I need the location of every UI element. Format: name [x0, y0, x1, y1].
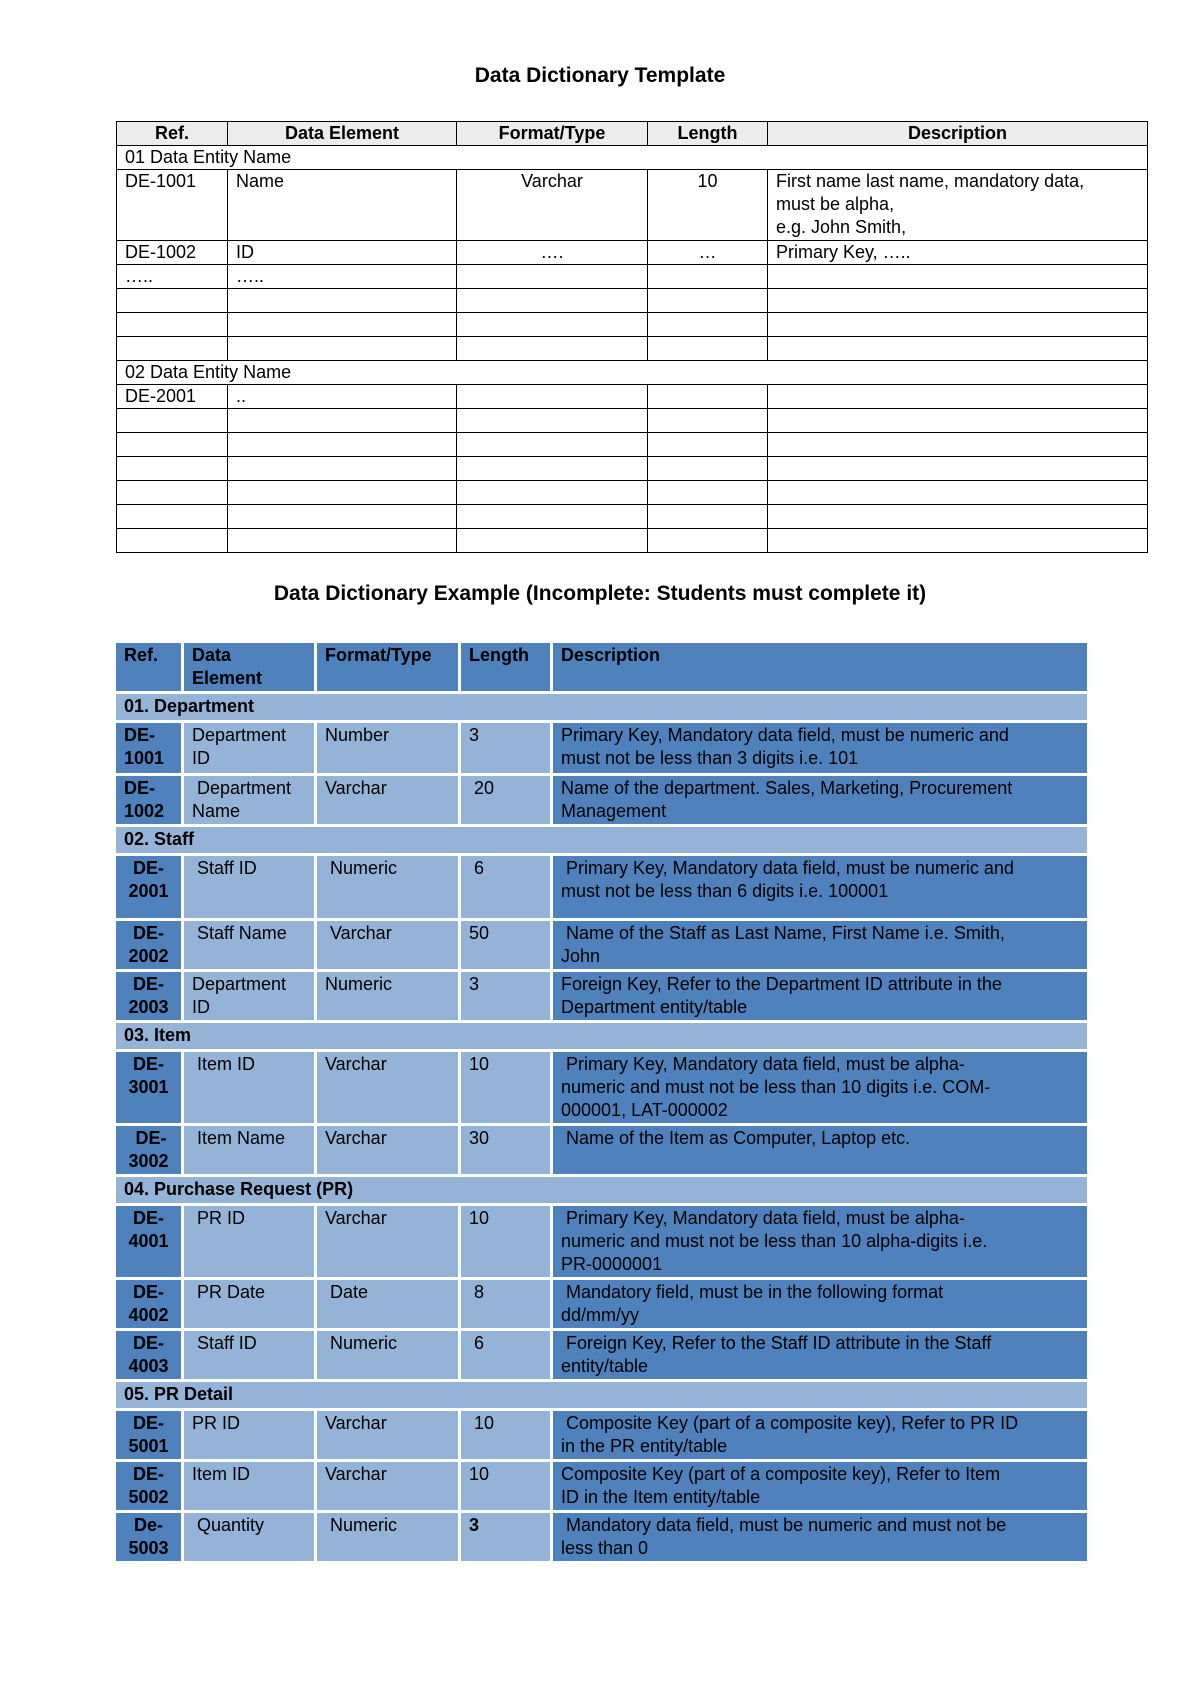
table-row — [117, 170, 1148, 241]
element-cell: ….. — [228, 265, 457, 289]
description-line: Primary Key, Mandatory data field, must be numeric and — [561, 858, 1014, 878]
ref-cell — [116, 776, 181, 824]
length-cell: 10 — [461, 1052, 550, 1123]
length-cell — [648, 289, 768, 313]
length-cell: 3 — [461, 1513, 550, 1561]
description-cell — [553, 1280, 1087, 1328]
ref-line: DE- — [133, 1464, 164, 1484]
element-line: Department — [192, 778, 292, 798]
element-line: Name — [192, 801, 241, 821]
length-cell: … — [648, 241, 768, 265]
header-format-type: Format/Type — [457, 122, 648, 146]
table-row — [116, 1206, 1087, 1277]
header-data-element: Data Element — [228, 122, 457, 146]
description-cell — [768, 457, 1148, 481]
format-cell: Varchar — [317, 1206, 458, 1277]
table-row — [116, 921, 1087, 969]
ref-line: DE- — [124, 725, 155, 745]
ref-cell — [116, 1331, 181, 1379]
ref-cell — [117, 289, 228, 313]
header-length: Length — [648, 122, 768, 146]
ref-cell: DE-1001 — [117, 170, 228, 241]
format-cell — [457, 481, 648, 505]
element-cell: Name — [228, 170, 457, 241]
element-cell: Staff ID — [184, 1331, 314, 1379]
section-label: 01. Department — [116, 694, 1087, 720]
length-cell: 10 — [648, 170, 768, 241]
format-cell: Numeric — [317, 856, 458, 918]
element-line: ID — [192, 997, 210, 1017]
element-cell: Item ID — [184, 1052, 314, 1123]
element-cell — [228, 313, 457, 337]
description-line: Composite Key (part of a composite key), Refer to Item — [561, 1464, 1001, 1484]
ref-line: 3001 — [128, 1077, 169, 1097]
element-cell — [228, 337, 457, 361]
ref-line: 1002 — [124, 801, 165, 821]
element-cell: PR Date — [184, 1280, 314, 1328]
description-cell — [768, 481, 1148, 505]
ref-cell: ….. — [117, 265, 228, 289]
description-line: dd/mm/yy — [561, 1305, 640, 1325]
ref-line: De- — [133, 1515, 163, 1535]
ref-cell — [117, 409, 228, 433]
element-cell — [228, 505, 457, 529]
ref-line: DE- — [133, 923, 164, 943]
ref-line: 1001 — [124, 748, 165, 768]
ref-cell — [116, 1052, 181, 1123]
format-cell — [457, 313, 648, 337]
header-ref: Ref. — [117, 122, 228, 146]
description-line: ID in the Item entity/table — [561, 1487, 761, 1507]
ref-line: 3002 — [128, 1151, 169, 1171]
template-header-row — [117, 122, 1148, 146]
description-line: must not be less than 6 digits i.e. 100001 — [561, 881, 889, 901]
template-section-row — [117, 361, 1148, 385]
description-line: numeric and must not be less than 10 alpha-digits i.e. — [561, 1231, 988, 1251]
ref-line: 4002 — [128, 1305, 169, 1325]
description-line: Name of the department. Sales, Marketing, Procurement — [561, 778, 1013, 798]
table-row — [116, 1513, 1087, 1561]
description-line: Department entity/table — [561, 997, 748, 1017]
header-data-element — [184, 643, 314, 691]
description-line: Foreign Key, Refer to the Department ID attribute in the — [561, 974, 1002, 994]
table-row — [116, 1126, 1087, 1174]
description-line: must not be less than 3 digits i.e. 101 — [561, 748, 859, 768]
format-cell — [457, 529, 648, 553]
description-cell — [768, 433, 1148, 457]
description-cell — [768, 265, 1148, 289]
format-cell: Numeric — [317, 1513, 458, 1561]
length-cell: 3 — [461, 972, 550, 1020]
description-cell — [553, 1206, 1087, 1277]
ref-cell — [116, 1126, 181, 1174]
description-cell — [768, 385, 1148, 409]
table-row — [116, 856, 1087, 918]
header-description: Description — [553, 643, 1087, 691]
description-cell — [553, 921, 1087, 969]
ref-line: 5003 — [128, 1538, 169, 1558]
template-title: Data Dictionary Template — [474, 64, 726, 87]
ref-line: DE- — [124, 778, 155, 798]
format-cell: Varchar — [317, 776, 458, 824]
description-cell — [553, 1513, 1087, 1561]
element-cell: PR ID — [184, 1206, 314, 1277]
format-cell: Varchar — [317, 1052, 458, 1123]
ref-line: DE- — [133, 1413, 164, 1433]
length-cell: 30 — [461, 1126, 550, 1174]
description-line: PR-0000001 — [561, 1254, 663, 1274]
format-cell: …. — [457, 241, 648, 265]
length-cell — [648, 433, 768, 457]
element-cell — [184, 776, 314, 824]
description-cell — [768, 505, 1148, 529]
format-cell — [457, 505, 648, 529]
table-row — [116, 1462, 1087, 1510]
ref-line: DE- — [133, 1208, 164, 1228]
ref-line: 2003 — [128, 997, 169, 1017]
description-cell — [768, 529, 1148, 553]
table-row — [117, 265, 1148, 289]
section-label: 02 Data Entity Name — [117, 361, 1148, 385]
section-row-purchase-request — [116, 1177, 1087, 1203]
description-cell — [553, 1411, 1087, 1459]
description-line: First name last name, mandatory data, — [776, 171, 1085, 191]
element-cell: Item Name — [184, 1126, 314, 1174]
header-format-type: Format/Type — [317, 643, 458, 691]
ref-cell — [116, 1513, 181, 1561]
element-cell — [228, 409, 457, 433]
ref-cell: DE-1002 — [117, 241, 228, 265]
description-cell — [553, 1052, 1087, 1123]
header-length: Length — [461, 643, 550, 691]
format-cell — [457, 265, 648, 289]
element-cell — [184, 723, 314, 773]
section-row-item — [116, 1023, 1087, 1049]
section-label: 01 Data Entity Name — [117, 146, 1148, 170]
ref-line: DE- — [133, 858, 164, 878]
element-line: Department — [192, 974, 287, 994]
format-cell: Varchar — [317, 921, 458, 969]
format-cell: Varchar — [317, 1462, 458, 1510]
format-cell: Varchar — [317, 1126, 458, 1174]
ref-cell — [117, 529, 228, 553]
ref-line: 5001 — [128, 1436, 169, 1456]
description-cell — [768, 409, 1148, 433]
format-cell: Numeric — [317, 972, 458, 1020]
description-cell: Name of the Item as Computer, Laptop etc. — [553, 1126, 1087, 1174]
length-cell — [648, 409, 768, 433]
ref-line: 2002 — [128, 946, 169, 966]
header-description: Description — [768, 122, 1148, 146]
section-row-department — [116, 694, 1087, 720]
table-row — [117, 457, 1148, 481]
ref-cell — [117, 433, 228, 457]
description-line: e.g. John Smith, — [776, 217, 907, 237]
header-ref: Ref. — [116, 643, 181, 691]
element-cell — [228, 481, 457, 505]
ref-line: DE- — [133, 974, 164, 994]
format-cell — [457, 409, 648, 433]
ref-cell: DE-2001 — [117, 385, 228, 409]
table-row — [117, 289, 1148, 313]
description-line: Mandatory field, must be in the following format — [561, 1282, 944, 1302]
ref-cell — [117, 505, 228, 529]
element-cell: Staff Name — [184, 921, 314, 969]
format-cell: Numeric — [317, 1331, 458, 1379]
ref-line: 5002 — [128, 1487, 169, 1507]
ref-line: DE- — [133, 1333, 164, 1353]
description-line: in the PR entity/table — [561, 1436, 728, 1456]
ref-cell — [116, 1462, 181, 1510]
section-label: 04. Purchase Request (PR) — [116, 1177, 1087, 1203]
format-cell: Number — [317, 723, 458, 773]
description-cell — [768, 289, 1148, 313]
description-line: entity/table — [561, 1356, 649, 1376]
description-cell — [553, 1462, 1087, 1510]
description-line: 000001, LAT-000002 — [561, 1100, 728, 1120]
description-cell — [768, 337, 1148, 361]
element-cell: ID — [228, 241, 457, 265]
header-line: Data — [192, 645, 232, 665]
length-cell — [648, 481, 768, 505]
table-row — [117, 337, 1148, 361]
format-cell: Varchar — [317, 1411, 458, 1459]
length-cell: 6 — [461, 1331, 550, 1379]
length-cell — [648, 505, 768, 529]
description-line: less than 0 — [561, 1538, 649, 1558]
format-cell: Date — [317, 1280, 458, 1328]
description-line: Name of the Staff as Last Name, First Name i.e. Smith, — [561, 923, 1005, 943]
description-line: Foreign Key, Refer to the Staff ID attribute in the Staff — [561, 1333, 992, 1353]
length-cell: 10 — [461, 1462, 550, 1510]
description-cell — [553, 856, 1087, 918]
section-label: 03. Item — [116, 1023, 1087, 1049]
table-row — [116, 1411, 1087, 1459]
template-section-row — [117, 146, 1148, 170]
ref-line: DE- — [130, 1128, 167, 1148]
element-cell: Staff ID — [184, 856, 314, 918]
ref-line: 2001 — [128, 881, 169, 901]
example-table — [113, 640, 1090, 1564]
ref-cell — [117, 481, 228, 505]
element-line: Department — [192, 725, 287, 745]
example-title: Data Dictionary Example (Incomplete: Students must complete it) — [273, 582, 927, 605]
description-line: must be alpha, — [776, 194, 895, 214]
format-cell — [457, 433, 648, 457]
description-line: Primary Key, Mandatory data field, must be alpha- — [561, 1054, 965, 1074]
table-row — [116, 972, 1087, 1020]
description-line: John — [561, 946, 601, 966]
table-row — [117, 433, 1148, 457]
table-row — [117, 241, 1148, 265]
header-line: Element — [192, 668, 263, 688]
table-row — [117, 409, 1148, 433]
ref-cell — [116, 1206, 181, 1277]
description-line: Primary Key, Mandatory data field, must be numeric and — [561, 725, 1009, 745]
table-row — [117, 481, 1148, 505]
example-header-row — [116, 643, 1087, 691]
length-cell — [648, 337, 768, 361]
description-line: Primary Key, Mandatory data field, must be alpha- — [561, 1208, 965, 1228]
section-label: 05. PR Detail — [116, 1382, 1087, 1408]
description-cell — [553, 776, 1087, 824]
format-cell — [457, 457, 648, 481]
description-line: Composite Key (part of a composite key), Refer to PR ID — [561, 1413, 1019, 1433]
ref-cell — [117, 313, 228, 337]
section-label: 02. Staff — [116, 827, 1087, 853]
table-row — [117, 529, 1148, 553]
table-row — [116, 1331, 1087, 1379]
table-row — [117, 505, 1148, 529]
description-cell — [553, 1331, 1087, 1379]
format-cell: Varchar — [457, 170, 648, 241]
description-cell — [553, 972, 1087, 1020]
description-cell: Primary Key, ….. — [768, 241, 1148, 265]
description-cell — [553, 723, 1087, 773]
format-cell — [457, 289, 648, 313]
ref-line: DE- — [133, 1054, 164, 1074]
element-cell — [228, 433, 457, 457]
length-cell: 20 — [461, 776, 550, 824]
length-cell — [648, 457, 768, 481]
description-line: Mandatory data field, must be numeric and must not be — [561, 1515, 1007, 1535]
element-cell: Quantity — [184, 1513, 314, 1561]
ref-cell — [116, 921, 181, 969]
element-cell: .. — [228, 385, 457, 409]
element-cell — [228, 289, 457, 313]
element-cell — [228, 457, 457, 481]
length-cell: 8 — [461, 1280, 550, 1328]
element-cell: PR ID — [184, 1411, 314, 1459]
description-cell — [768, 170, 1148, 241]
section-row-pr-detail — [116, 1382, 1087, 1408]
length-cell: 6 — [461, 856, 550, 918]
ref-cell — [116, 1411, 181, 1459]
template-table — [116, 121, 1148, 553]
table-row — [116, 776, 1087, 824]
table-row — [116, 1280, 1087, 1328]
ref-cell — [117, 457, 228, 481]
element-line: ID — [192, 748, 210, 768]
ref-line: DE- — [133, 1282, 164, 1302]
element-cell — [228, 529, 457, 553]
element-cell — [184, 972, 314, 1020]
table-row — [116, 1052, 1087, 1123]
ref-cell — [116, 1280, 181, 1328]
section-row-staff — [116, 827, 1087, 853]
ref-cell — [116, 856, 181, 918]
table-row — [117, 313, 1148, 337]
length-cell — [648, 385, 768, 409]
table-row — [117, 385, 1148, 409]
length-cell: 10 — [461, 1411, 550, 1459]
format-cell — [457, 385, 648, 409]
ref-cell — [117, 337, 228, 361]
table-row — [116, 723, 1087, 773]
length-cell — [648, 265, 768, 289]
length-cell: 10 — [461, 1206, 550, 1277]
element-cell: Item ID — [184, 1462, 314, 1510]
ref-cell — [116, 723, 181, 773]
ref-line: 4003 — [128, 1356, 169, 1376]
length-cell: 50 — [461, 921, 550, 969]
length-cell — [648, 529, 768, 553]
format-cell — [457, 337, 648, 361]
length-cell: 3 — [461, 723, 550, 773]
length-cell — [648, 313, 768, 337]
description-line: numeric and must not be less than 10 digits i.e. COM- — [561, 1077, 991, 1097]
ref-cell — [116, 972, 181, 1020]
description-cell — [768, 313, 1148, 337]
ref-line: 4001 — [128, 1231, 169, 1251]
description-line: Management — [561, 801, 667, 821]
